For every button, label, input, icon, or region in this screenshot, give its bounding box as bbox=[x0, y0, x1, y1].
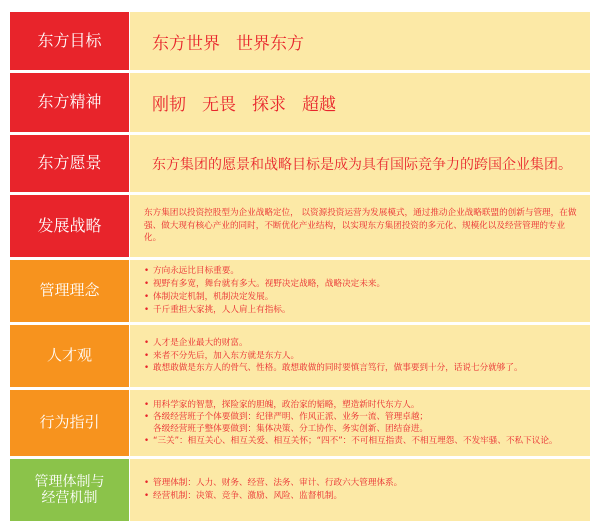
strategy-text: 东方集团以投资控股型为企业战略定位， 以资源投资运营为发展模式，通过推动企业战略联盟的创新与管理，在做强、做大现有核心产业的同时，不断优化产业结构，以实现东方集团投资的多元化、规模化以及经营管理的专业化。 bbox=[144, 208, 577, 244]
section-content bbox=[130, 195, 590, 257]
list-item: • 经营机制：决策、竞争、激励、风险、监督机制。 bbox=[144, 490, 402, 503]
bullet-list bbox=[144, 399, 558, 448]
section-label bbox=[10, 195, 130, 257]
section-label bbox=[10, 390, 130, 456]
section-behavior-guide bbox=[10, 390, 590, 456]
spirit-word: 刚韧 bbox=[152, 95, 186, 115]
list-item: • 视野有多宽，舞台就有多大。视野决定战略，战略决定未来。 bbox=[144, 278, 385, 291]
bullet-list bbox=[144, 337, 523, 376]
section-content bbox=[130, 459, 590, 521]
spirit-word: 超越 bbox=[302, 95, 336, 115]
section-content bbox=[130, 390, 590, 456]
list-item: • 来者不分先后，加入东方就是东方人。 bbox=[144, 350, 523, 363]
goal-word: 东方世界 bbox=[152, 33, 220, 54]
section-label bbox=[10, 459, 130, 521]
section-label bbox=[10, 73, 130, 132]
section-label-text: 管理理念 bbox=[39, 281, 100, 300]
list-item: • “三关”：相互关心、相互关爱、相互关怀；“四不”：不可相互指责、不相互埋怨、不发牢骚、不私下议论。 bbox=[144, 435, 558, 447]
section-strategy bbox=[10, 195, 590, 257]
section-label bbox=[10, 325, 130, 387]
list-item: • 体制决定机制，机制决定发展。 bbox=[144, 291, 385, 304]
bullet-list bbox=[144, 265, 385, 317]
list-item: • 敢想敢做是东方人的骨气、性格。敢想敢做的同时要慎言笃行，做事要到十分，话说七分就够了。 bbox=[144, 362, 523, 375]
list-item: • 人才是企业最大的财富。 bbox=[144, 337, 523, 350]
section-spirit bbox=[10, 73, 590, 132]
section-label bbox=[10, 260, 130, 322]
section-label-text: 行为指引 bbox=[39, 413, 100, 432]
spirit-word: 无畏 bbox=[202, 95, 236, 115]
goal-word: 世界东方 bbox=[236, 33, 304, 54]
section-label-text: 人才观 bbox=[46, 346, 92, 365]
list-item: • 管理体制：人力、财务、经营、法务、审计、行政六大管理体系。 bbox=[144, 477, 402, 490]
section-system-mechanism bbox=[10, 459, 590, 521]
section-vision bbox=[10, 135, 590, 192]
section-content bbox=[130, 12, 590, 70]
list-item: • 各级经营班子个体要做到：纪律严明、作风正派、业务一流、管理卓越； bbox=[144, 411, 558, 423]
list-item: • 用科学家的智慧，探险家的胆魄，政治家的韬略，塑造新时代东方人。 bbox=[144, 399, 558, 411]
section-content bbox=[130, 73, 590, 132]
section-management-philosophy bbox=[10, 260, 590, 322]
section-content bbox=[130, 135, 590, 192]
section-label-text: 东方精神 bbox=[37, 92, 102, 112]
list-item: • 千斤重担大家挑，人人肩上有指标。 bbox=[144, 304, 385, 317]
section-label-text: 管理体制与 经营机制 bbox=[34, 473, 105, 506]
section-label bbox=[10, 12, 130, 70]
section-label bbox=[10, 135, 130, 192]
section-goal bbox=[10, 12, 590, 70]
list-item: 各级经营班子整体要做到：集体决策、分工协作、务实创新、团结奋进。 bbox=[153, 424, 429, 434]
section-content bbox=[130, 260, 590, 322]
vision-text: 东方集团的愿景和战略目标是成为具有国际竞争力的跨国企业集团。 bbox=[152, 156, 572, 173]
bullet-list bbox=[144, 477, 402, 503]
section-label-text: 东方目标 bbox=[37, 30, 102, 50]
section-content bbox=[130, 325, 590, 387]
section-label-text: 东方愿景 bbox=[37, 153, 102, 173]
spirit-word: 探求 bbox=[252, 95, 286, 115]
section-talent bbox=[10, 325, 590, 387]
section-label-text: 发展战略 bbox=[37, 215, 102, 235]
list-item: • 方向永远比目标重要。 bbox=[144, 265, 385, 278]
